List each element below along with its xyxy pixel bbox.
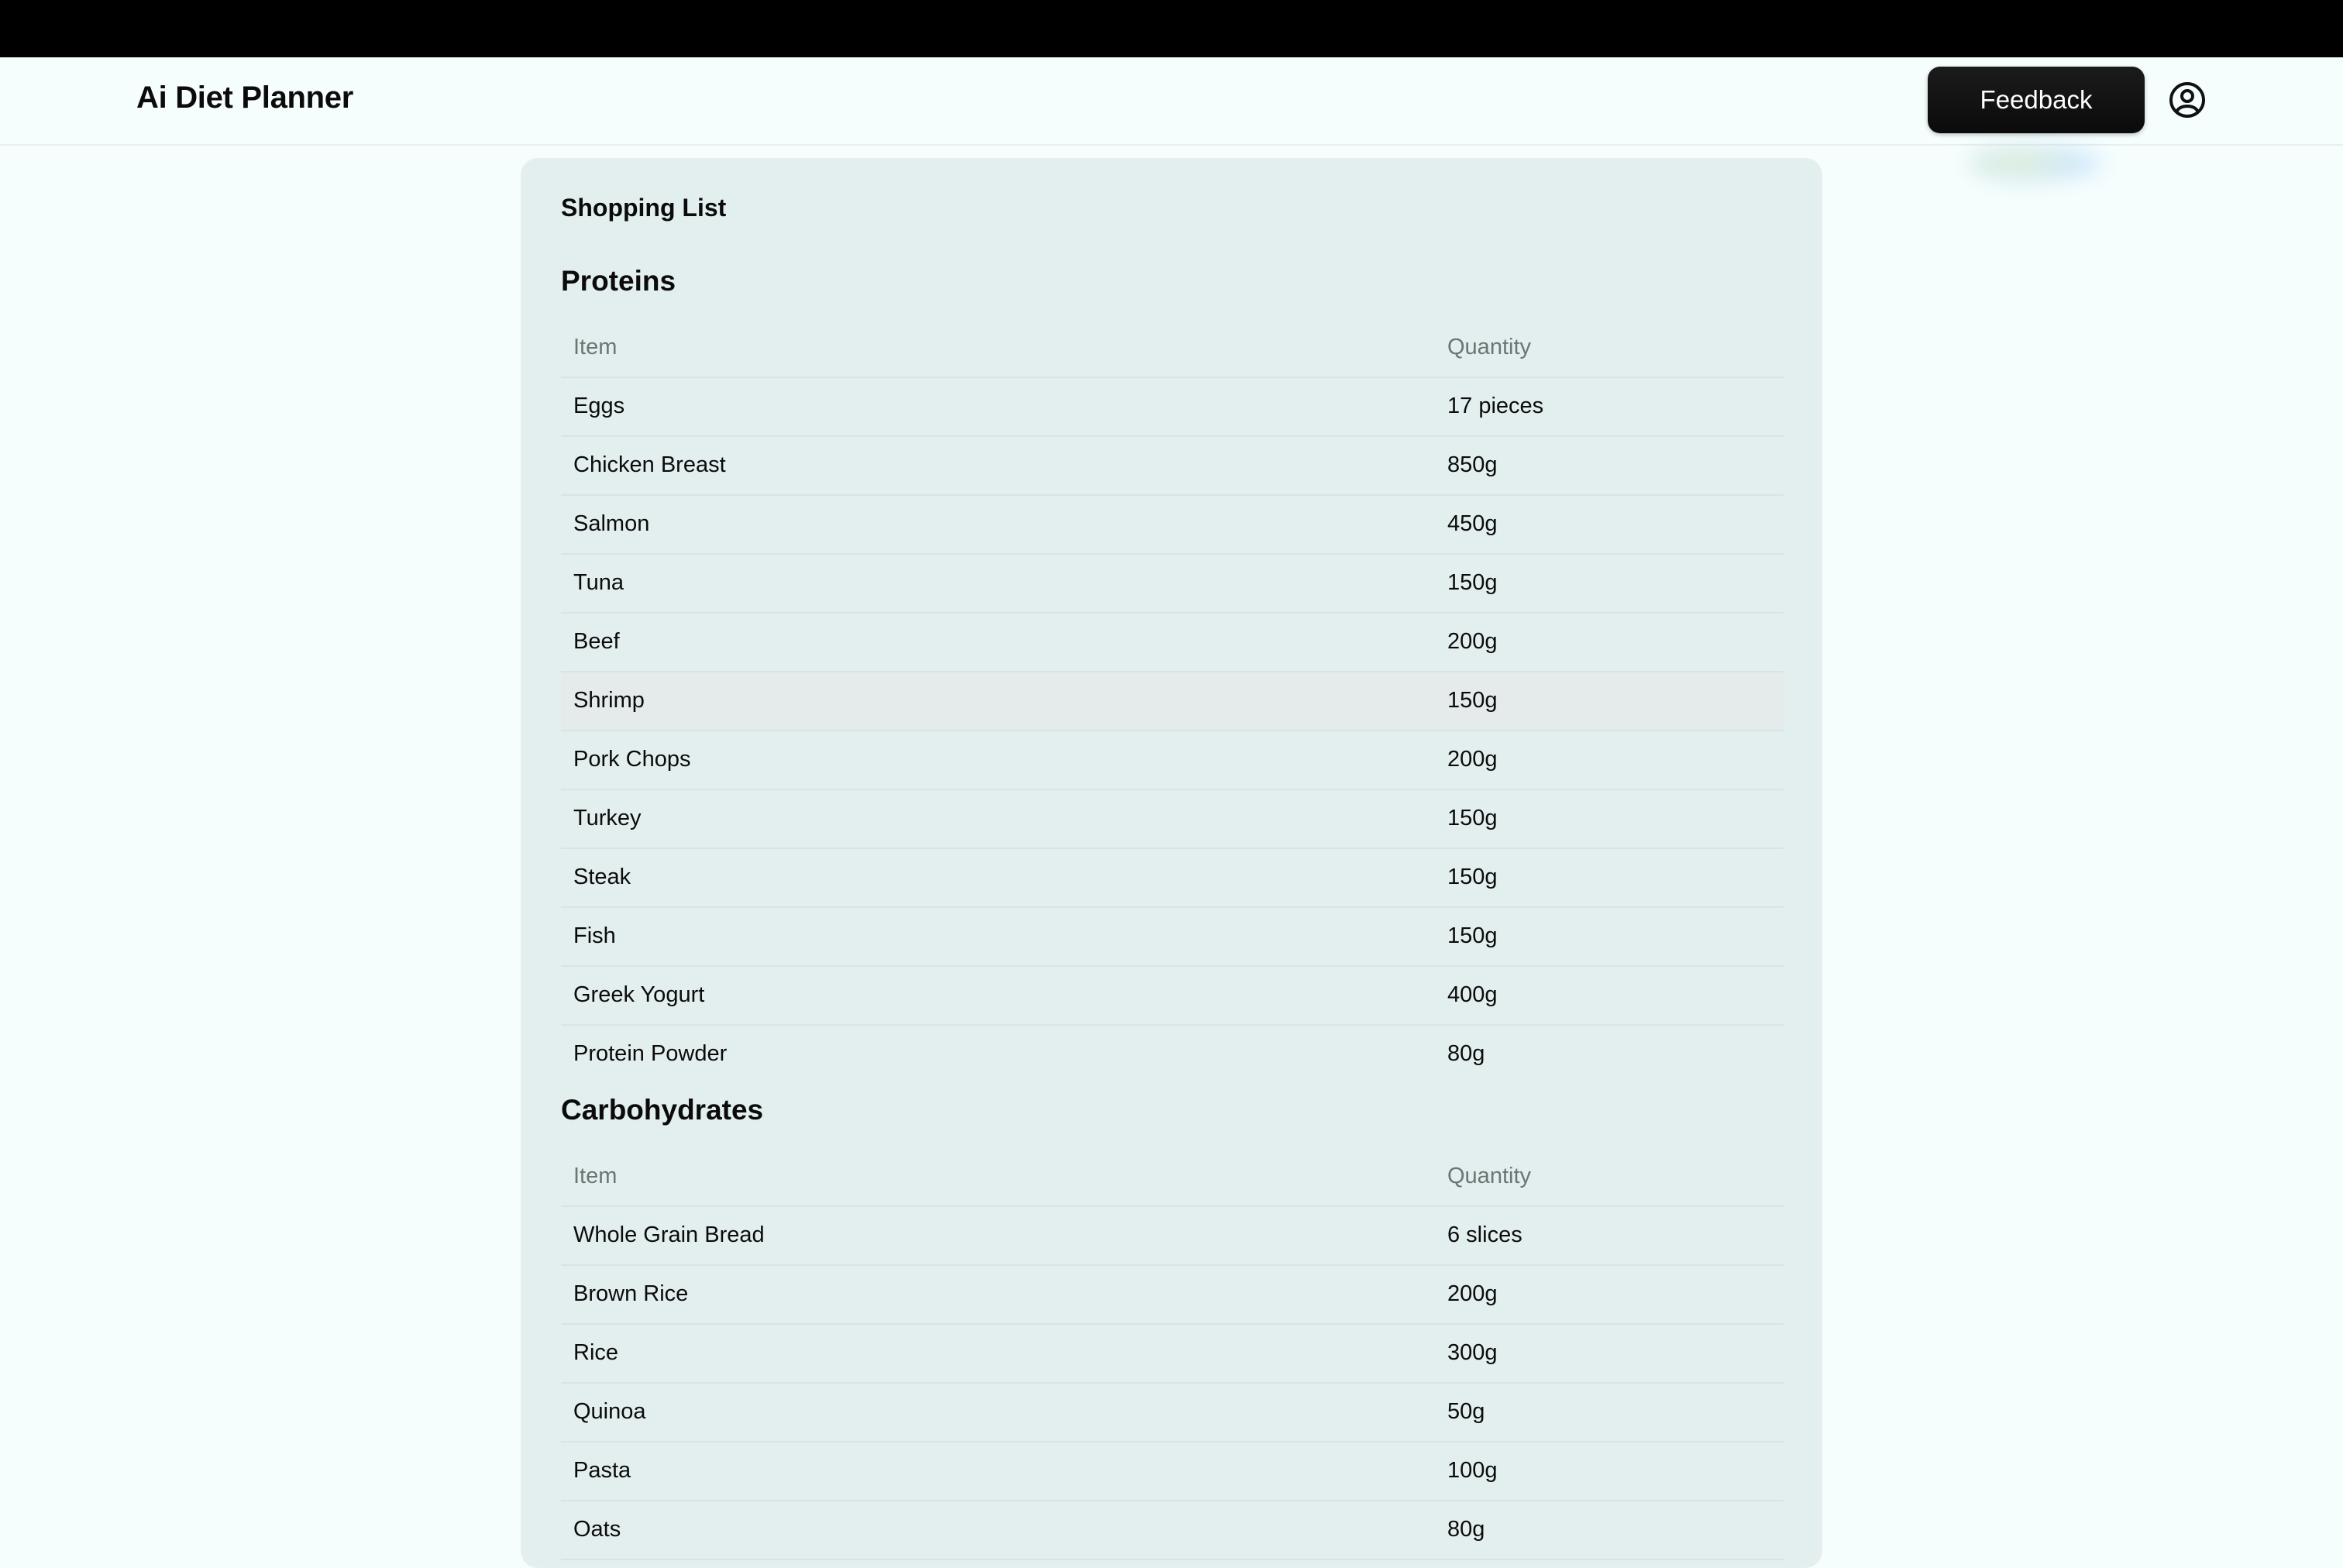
table-row: [561, 496, 1784, 555]
top-black-bar: [0, 0, 2343, 57]
shopping-list-title: Shopping List: [561, 194, 727, 222]
table-row: [561, 731, 1784, 790]
item-name: Eggs: [573, 394, 625, 418]
item-name: Oats: [573, 1517, 621, 1542]
item-quantity: 150g: [1447, 806, 1498, 830]
feedback-button[interactable]: Feedback: [1928, 67, 2145, 133]
column-header-quantity: Quantity: [1447, 335, 1531, 359]
item-name: Greek Yogurt: [573, 982, 705, 1007]
item-quantity: 200g: [1447, 747, 1498, 772]
feedback-glow: [1968, 144, 2107, 183]
item-name: Beef: [573, 629, 620, 654]
table-row-hovered: [561, 672, 1784, 731]
item-quantity: 400g: [1447, 982, 1498, 1007]
table-row: [561, 1207, 1784, 1266]
table-row: [561, 967, 1784, 1026]
item-name: Shrimp: [573, 688, 645, 713]
item-quantity: 300g: [1447, 1340, 1498, 1365]
table-row: [561, 790, 1784, 849]
item-quantity: 850g: [1447, 452, 1498, 477]
item-quantity: 80g: [1447, 1517, 1485, 1542]
item-quantity: 200g: [1447, 1281, 1498, 1306]
item-name: Rice: [573, 1340, 619, 1365]
table-header-row: [561, 1148, 1784, 1207]
item-quantity: 150g: [1447, 865, 1498, 889]
table-row: [561, 1026, 1784, 1083]
user-circle-icon[interactable]: [2168, 81, 2207, 119]
table-row: [561, 1501, 1784, 1560]
table-row: [561, 908, 1784, 967]
shopping-list-card: [521, 158, 1822, 1568]
item-quantity: 100g: [1447, 1458, 1498, 1483]
item-name: Chicken Breast: [573, 452, 726, 477]
item-name: Pasta: [573, 1458, 631, 1483]
item-name: Salmon: [573, 511, 650, 536]
item-name: Protein Powder: [573, 1041, 728, 1066]
table-row: [561, 614, 1784, 672]
table-row: [561, 378, 1784, 437]
table-header-row: [561, 319, 1784, 378]
item-quantity: 150g: [1447, 923, 1498, 948]
table-row: [561, 1266, 1784, 1325]
item-quantity: 17 pieces: [1447, 394, 1544, 418]
section-title-proteins: Proteins: [561, 265, 676, 297]
item-quantity: 450g: [1447, 511, 1498, 536]
item-name: Steak: [573, 865, 631, 889]
item-name: Turkey: [573, 806, 642, 830]
item-quantity: 150g: [1447, 688, 1498, 713]
item-quantity: 80g: [1447, 1041, 1485, 1066]
table-row: [561, 1384, 1784, 1442]
column-header-quantity: Quantity: [1447, 1164, 1531, 1188]
item-name: Brown Rice: [573, 1281, 689, 1306]
item-name: Quinoa: [573, 1399, 646, 1424]
item-name: Fish: [573, 923, 616, 948]
item-name: Tuna: [573, 570, 624, 595]
table-row: [561, 1325, 1784, 1384]
item-quantity: 150g: [1447, 570, 1498, 595]
column-header-item: Item: [573, 335, 618, 359]
item-name: Pork Chops: [573, 747, 691, 772]
proteins-table: [561, 319, 1784, 1083]
table-row: [561, 437, 1784, 496]
carbohydrates-table: [561, 1148, 1784, 1560]
column-header-item: Item: [573, 1164, 618, 1188]
item-name: Whole Grain Bread: [573, 1222, 765, 1247]
item-quantity: 50g: [1447, 1399, 1485, 1424]
app-title[interactable]: Ai Diet Planner: [136, 81, 354, 115]
item-quantity: 200g: [1447, 629, 1498, 654]
section-title-carbohydrates: Carbohydrates: [561, 1094, 764, 1126]
table-row: [561, 555, 1784, 614]
navbar: [0, 57, 2343, 146]
table-row: [561, 1442, 1784, 1501]
table-row: [561, 849, 1784, 908]
item-quantity: 6 slices: [1447, 1222, 1522, 1247]
